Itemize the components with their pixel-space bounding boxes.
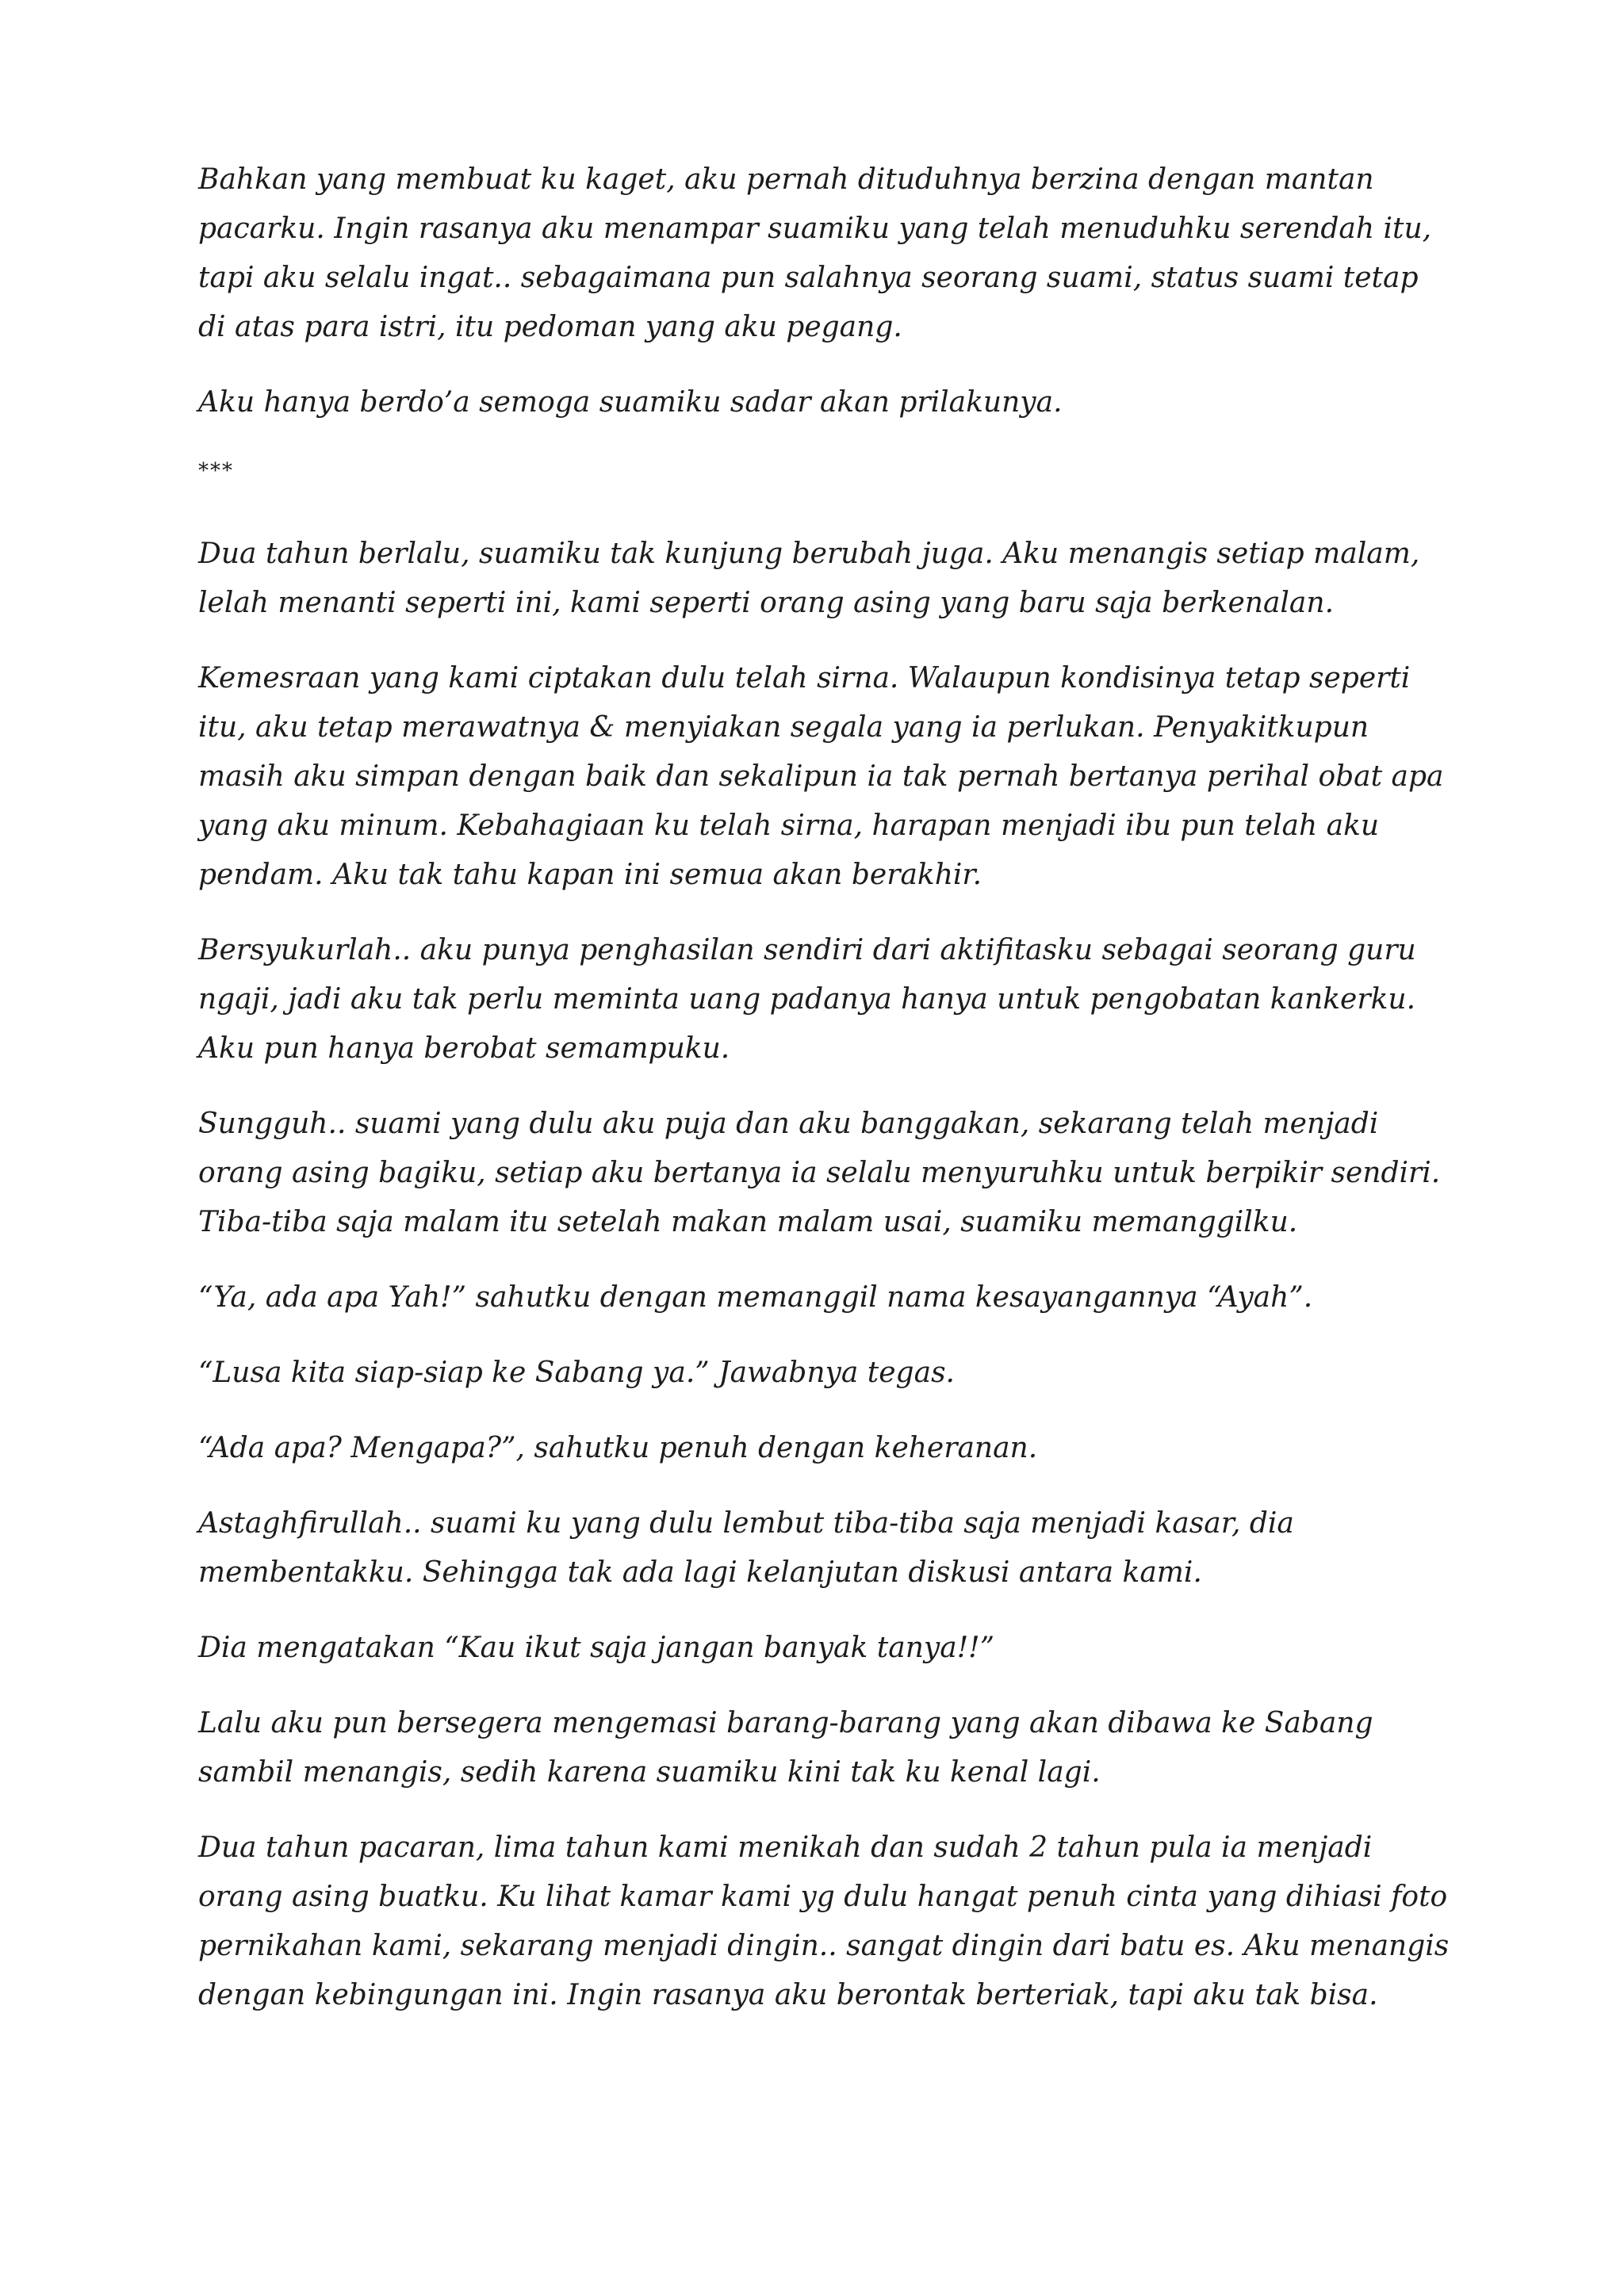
dialogue-lusa: “Lusa kita siap-siap ke Sabang ya.” Jawabnya tegas. [198,1357,955,1389]
paragraph-stranger: Sungguh.. suami yang dulu aku puja dan aku banggakan, sekarang telah menjadi orang asing bagiku, setiap aku bertanya ia selalu menyuruhku untuk berpikir sendiri. Tiba-tiba saja malam itu setelah makan malam usai, suamiku memanggilku. [198,1108,1441,1238]
paragraph-astaghfirullah: Astaghfirullah.. suami ku yang dulu lembut tiba-tiba saja menjadi kasar, dia membentakku. Sehingga tak ada lagi kelanjutan diskusi antara kami. [198,1507,1294,1589]
paragraph-prayer: Aku hanya berdo’a semoga suamiku sadar akan prilakunya. [198,386,1063,419]
paragraph-grateful: Bersyukurlah.. aku punya penghasilan sendiri dari aktifitasku sebagai seorang guru ngaji, jadi aku tak perlu meminta uang padanya hanya untuk pengobatan kankerku. Aku pun hanya berobat semampuku. [198,934,1416,1065]
paragraph-accusation: Bahkan yang membuat ku kaget, aku pernah dituduhnya berzina dengan mantan pacarku. Ingin rasanya aku menampar suamiku yang telah menuduhku serendah itu, tapi aku selalu ingat.. sebagaimana pun salahnya seorang suami, status suami tetap di atas para istri, itu pedoman yang aku pegang. [198,163,1432,343]
paragraph-affection-lost: Kemesraan yang kami ciptakan dulu telah sirna. Walaupun kondisinya tetap seperti itu, aku tetap merawatnya & menyiakan segala yang ia perlukan. Penyakitkupun masih aku simpan dengan baik dan sekalipun ia tak pernah bertanya perihal obat apa yang aku minum. Kebahagiaan ku telah sirna, harapan menjadi ibu pun telah aku pendam. Aku tak tahu kapan ini semua akan berakhir. [198,662,1444,891]
dialogue-kau-ikut: Dia mengatakan “Kau ikut saja jangan banyak tanya!!” [198,1632,995,1664]
dialogue-ya-ada-apa: “Ya, ada apa Yah!” sahutku dengan memanggil nama kesayangannya “Ayah”. [198,1281,1313,1314]
paragraph-two-years: Dua tahun berlalu, suamiku tak kunjung berubah juga. Aku menangis setiap malam, lelah menanti seperti ini, kami seperti orang asing yang baru saja berkenalan. [198,538,1420,619]
section-separator: *** [198,459,234,483]
document-body [198,155,1451,2046]
dialogue-ada-apa: “Ada apa? Mengapa?”, sahutku penuh dengan keheranan. [198,1432,1038,1464]
paragraph-cold-room: Dua tahun pacaran, lima tahun kami menikah dan sudah 2 tahun pula ia menjadi orang asing buatku. Ku lihat kamar kami yg dulu hangat penuh cinta yang dihiasi foto pernikahan kami, sekarang menjadi dingin.. sangat dingin dari batu es. Aku menangis dengan kebingungan ini. Ingin rasanya aku berontak berteriak, tapi aku tak bisa. [198,1831,1450,2011]
paragraph-packing: Lalu aku pun bersegera mengemasi barang-barang yang akan dibawa ke Sabang sambil menangis, sedih karena suamiku kini tak ku kenal lagi. [198,1707,1373,1789]
